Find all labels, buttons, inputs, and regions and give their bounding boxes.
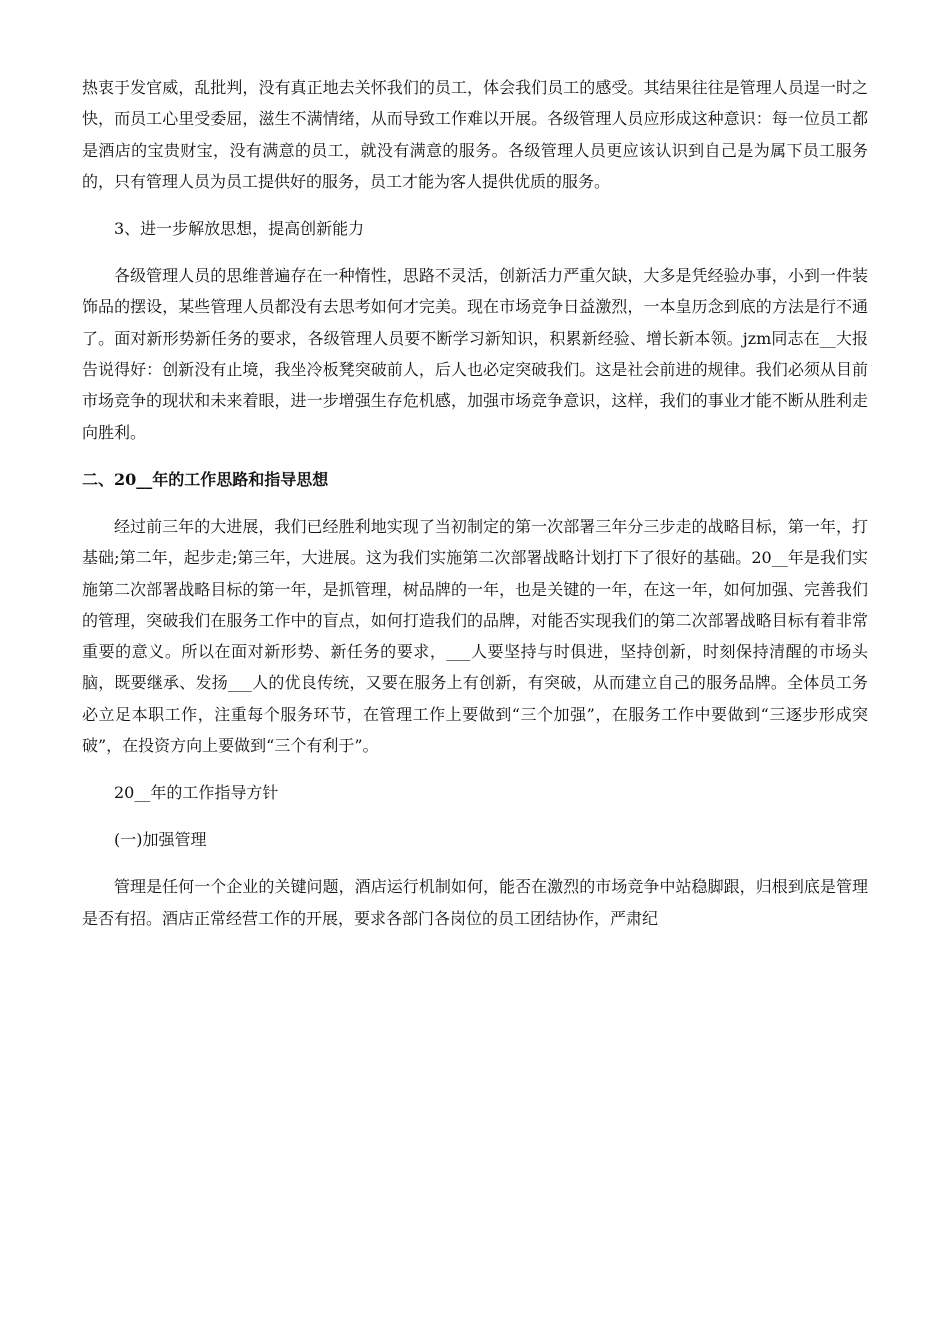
body-paragraph: 各级管理人员的思维普遍存在一种惰性，思路不灵活，创新活力严重欠缺，大多是凭经验办事，小到一件装饰品的摆设，某些管理人员都没有去思考如何才完美。现在市场竞争日益激烈，一本皇历念到底的方法是行不通了。面对新形势新任务的要求，各级管理人员要不断学习新知识，积累新经验、增长新本领。jzm同志在__大报告说得好：创新没有止境，我坐冷板凳突破前人，后人也必定突破我们。这是社会前进的规律。我们必须从目前市场竞争的现状和未来着眼，进一步增强生存危机感，加强市场竞争意识，这样，我们的事业才能不断从胜利走向胜利。 [82,266,868,442]
body-paragraph: 热衷于发官威，乱批判，没有真正地去关怀我们的员工，体会我们员工的感受。其结果往往是管理人员逞一时之快，而员工心里受委屈，滋生不满情绪，从而导致工作难以开展。各级管理人员应形成这种意识：每一位员工都是酒店的宝贵财宝，没有满意的员工，就没有满意的服务。各级管理人员更应该认识到自己是为属下员工服务的，只有管理人员为员工提供好的服务，员工才能为客人提供优质的服务。 [82,78,868,191]
body-paragraph: 管理是任何一个企业的关键问题，酒店运行机制如何，能否在激烈的市场竞争中站稳脚跟，归根到底是管理是否有招。酒店正常经营工作的开展，要求各部门各岗位的员工团结协作，严肃纪 [82,877,868,928]
section-subheading: (一)加强管理 [114,830,207,850]
section-subheading: 20__年的工作指导方针 [114,783,279,803]
body-paragraph: 经过前三年的大进展，我们已经胜利地实现了当初制定的第一次部署三年分三步走的战略目标，第一年，打基础;第二年，起步走;第三年，大进展。这为我们实施第二次部署战略计划打下了很好的基础。20__年是我们实施第二次部署战略目标的第一年，是抓管理，树品牌的一年，也是关键的一年，在这一年，如何加强、完善我们的管理，突破我们在服务工作中的盲点，如何打造我们的品牌，对能否实现我们的第二次部署战略目标有着非常重要的意义。所以在面对新形势、新任务的要求，___人要坚持与时俱进，坚持创新，时刻保持清醒的市场头脑，既要继承、发扬___人的优良传统，又要在服务上有创新，有突破，从而建立自己的服务品牌。全体员工务必立足本职工作，注重每个服务环节，在管理工作上要做到“三个加强”，在服务工作中要做到“三逐步形成突破”，在投资方向上要做到“三个有利于”。 [82,516,868,756]
document-page [82,72,868,934]
section-heading: 二、20__年的工作思路和指导思想 [82,469,329,489]
section-subheading: 3、进一步解放思想，提高创新能力 [114,219,365,239]
